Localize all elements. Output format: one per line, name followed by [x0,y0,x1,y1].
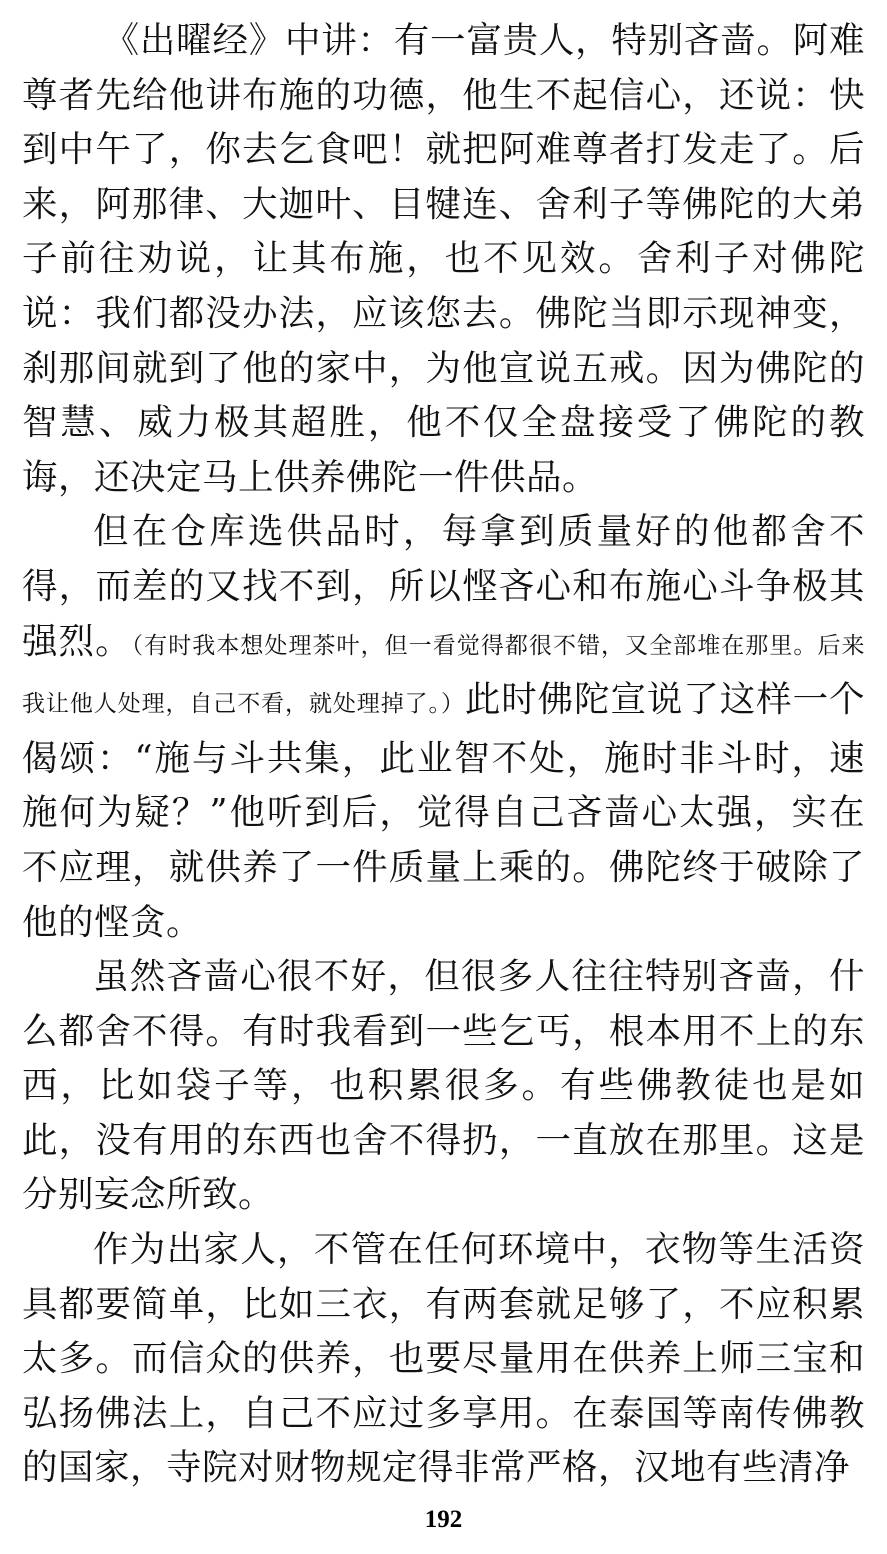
paragraph-2-text-after: 此时佛陀宣说了这样一个偈颂：“施与斗共集，此业智不处，施时非斗时，速施何为疑？”他听到后，觉得自己吝啬心太强，实在不应理，就供养了一件质量上乘的。佛陀终于破除了他的悭贪。 [22,679,865,943]
paragraph-4: 作为出家人，不管在任何环境中，衣物等生活资具都要简单，比如三衣，有两套就足够了，不应积累太多。而信众的供养，也要尽量用在供养上师三宝和弘扬佛法上，自己不应过多享用。在泰国等南传佛教的国家，寺院对财物规定得非常严格，汉地有些清净 [22,1229,865,1489]
book-page [22,14,865,1496]
paragraph-2-parenthetical-note: （有时我本想处理茶叶，但一看觉得都很不错，又全部堆在那里。后来我让他人处理，自己不看，就处理掉了。） [22,632,865,718]
paragraph-1: 《出曜经》中讲：有一富贵人，特别吝啬。阿难尊者先给他讲布施的功德，他生不起信心，还说：快到中午了，你去乞食吧！就把阿难尊者打发走了。后来，阿那律、大迦叶、目犍连、舍利子等佛陀的大弟子前往劝说，让其布施，也不见效。舍利子对佛陀说：我们都没办法，应该您去。佛陀当即示现神变，刹那间就到了他的家中，为他宣说五戒。因为佛陀的智慧、威力极其超胜，他不仅全盘接受了佛陀的教诲，还决定马上供养佛陀一件供品。 [22,20,865,498]
page-number: 192 [424,1506,463,1533]
paragraph-2 [22,505,865,950]
paragraph-2-text-before: 但在仓库选供品时，每拿到质量好的他都舍不得，而差的又找不到，所以悭吝心和布施心斗争极其强烈。 [22,511,865,662]
paragraph-3: 虽然吝啬心很不好，但很多人往往特别吝啬，什么都舍不得。有时我看到一些乞丐，根本用不上的东西，比如袋子等，也积累很多。有些佛教徒也是如此，没有用的东西也舍不得扔，一直放在那里。这是分别妄念所致。 [22,956,865,1216]
